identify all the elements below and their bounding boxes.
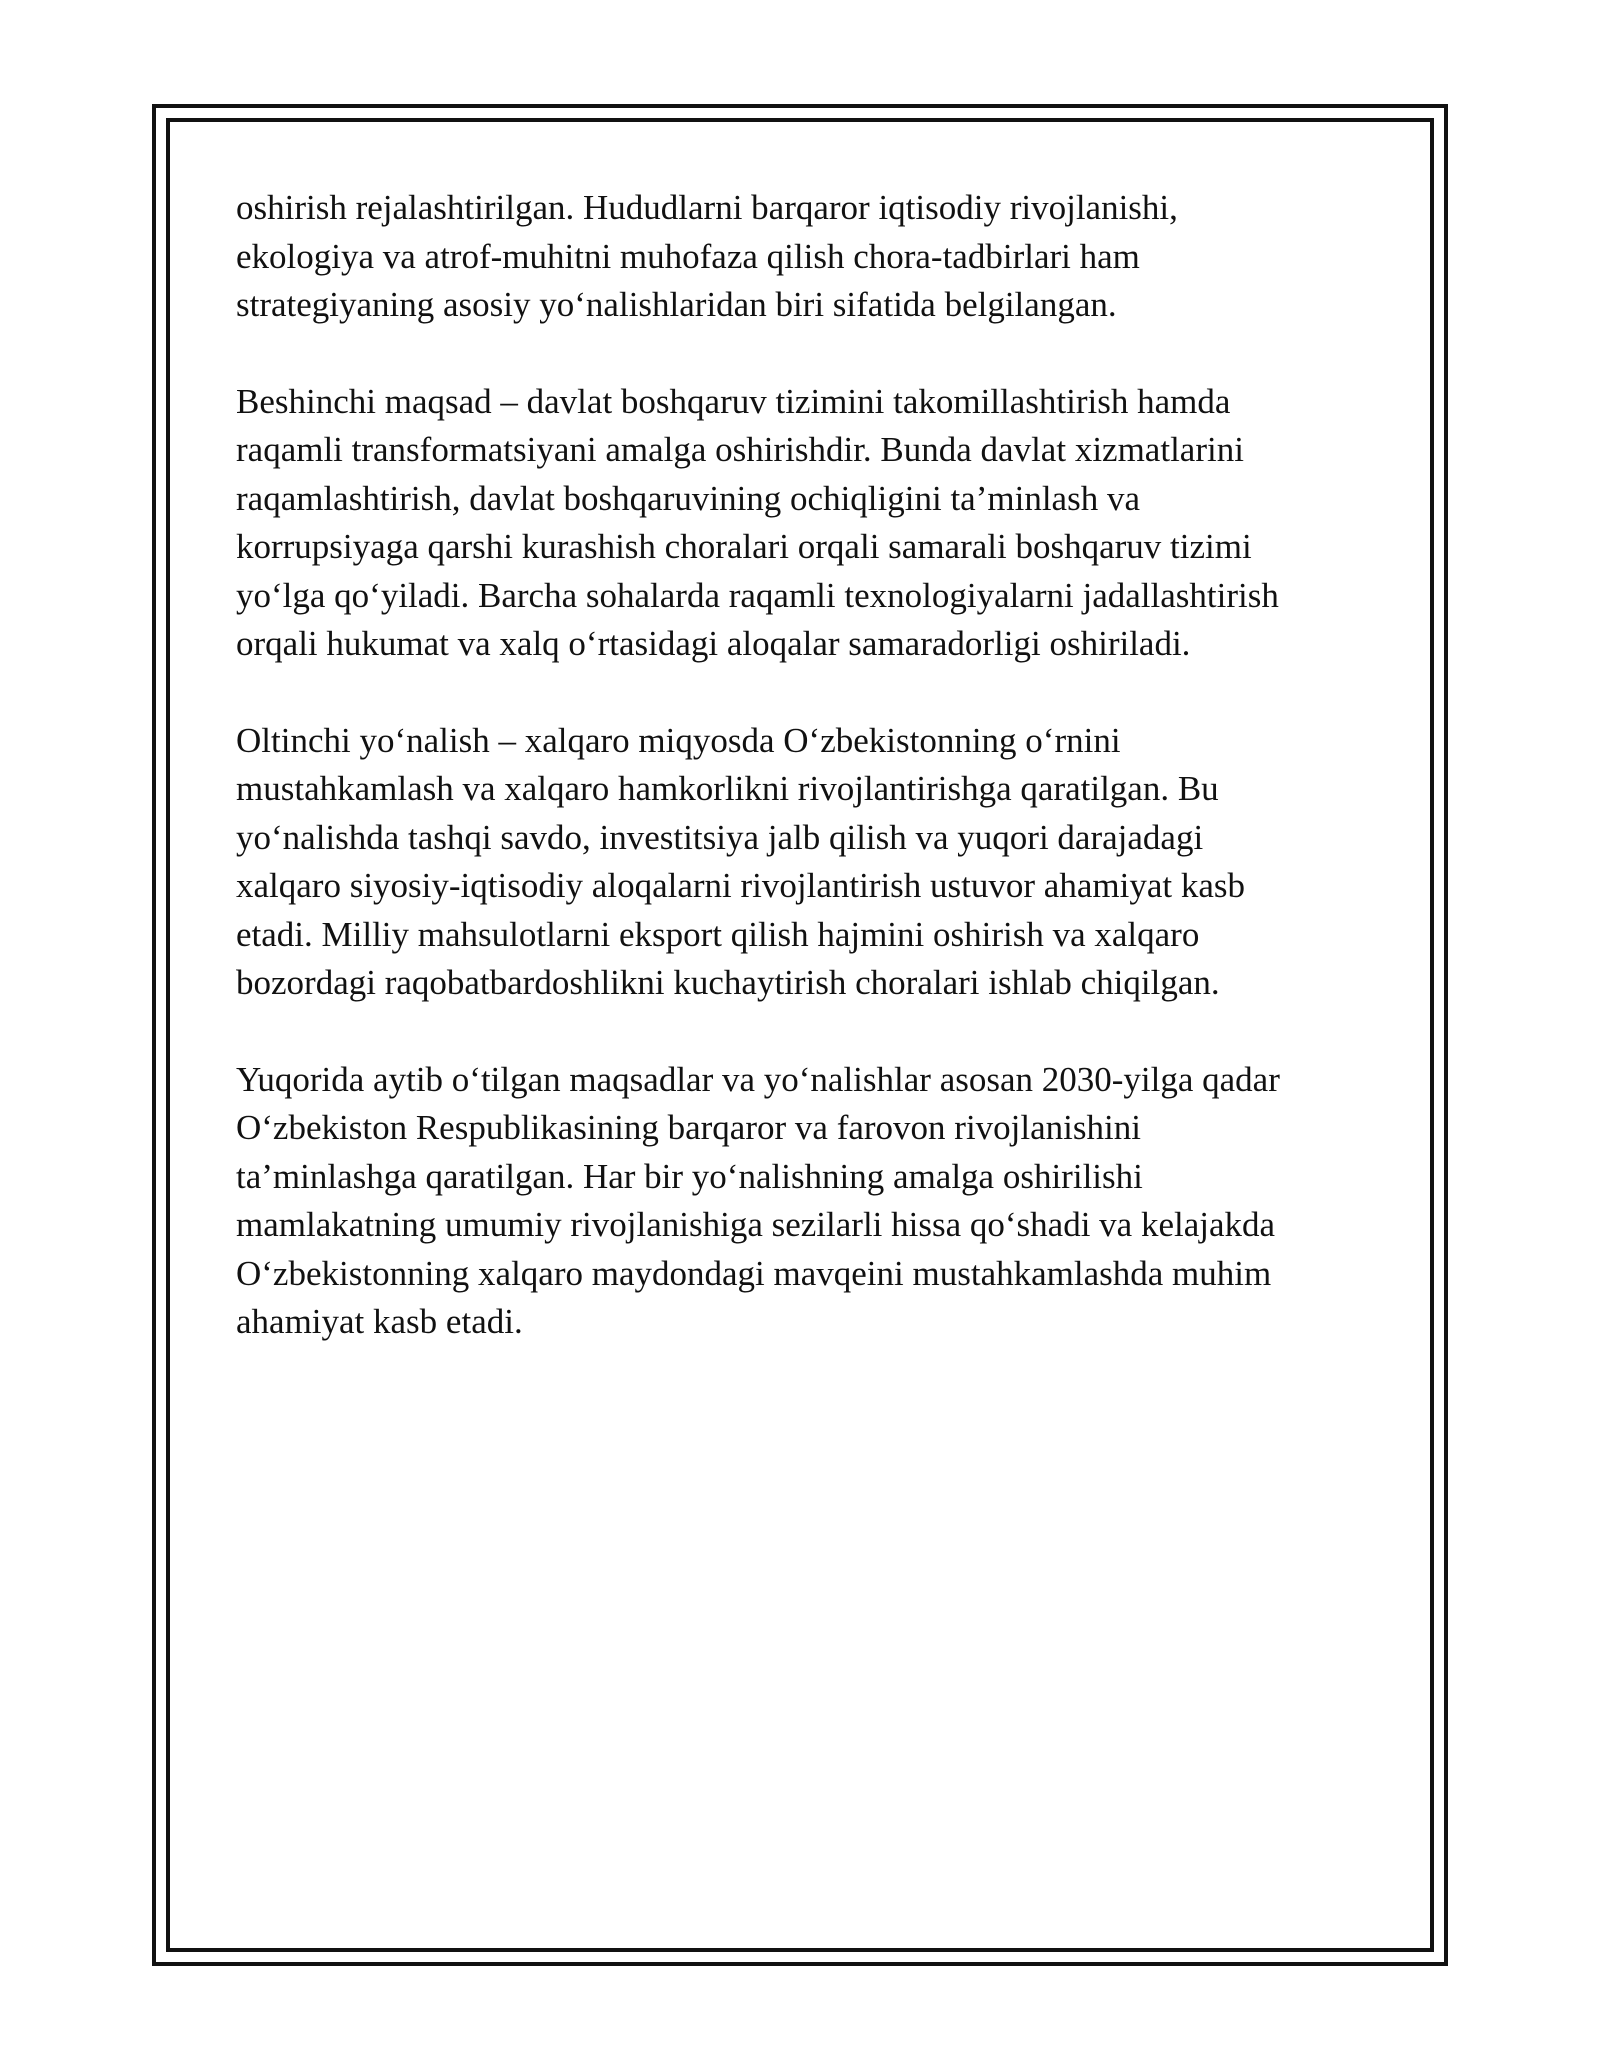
paragraph-1: oshirish rejalashtirilgan. Hududlarni barqaror iqtisodiy rivojlanishi, ekologiya va atrof-muhitni muhofaza qilish chora-tadbirlari ham strategiyaning asosiy yo‘nalishlaridan biri sifatida belgilangan. [236, 188, 1178, 324]
paragraph-3: Oltinchi yo‘nalish – xalqaro miqyosda O‘zbekistonning o‘rnini mustahkamlash va xalqaro hamkorlikni rivojlantirishga qaratilgan. Bu yo‘nalishda tashqi savdo, investitsiya jalb qilish va yuqori darajadagi xalqaro siyosiy-iqtisodiy aloqalarni rivojlantirish ustuvor ahamiyat kasb etadi. Milliy mahsulotlarni eksport qilish hajmini oshirish va xalqaro bozordagi raqobatbardoshlikni kuchaytirish choralari ishlab chiqilgan. [236, 720, 1245, 1002]
paragraph-2: Beshinchi maqsad – davlat boshqaruv tizimini takomillashtirish hamda raqamli transformatsiyani amalga oshirishdir. Bunda davlat xizmatlarini raqamlashtirish, davlat boshqaruvining ochiqligini ta’minlash va korrupsiyaga qarshi kurashish choralari orqali samarali boshqaruv tizimi yo‘lga qo‘yiladi. Barcha sohalarda raqamli texnologiyalarni jadallashtirish orqali hukumat va xalq o‘rtasidagi aloqalar samaradorligi oshiriladi. [236, 381, 1279, 663]
paragraph-4: Yuqorida aytib o‘tilgan maqsadlar va yo‘nalishlar asosan 2030-yilga qadar O‘zbekiston Respublikasining barqaror va farovon rivojlanishini ta’minlashga qaratilgan. Har bir yo‘nalishning amalga oshirilishi mamlakatning umumiy rivojlanishiga sezilarli hissa qo‘shadi va kelajakda O‘zbekistonning xalqaro maydondagi mavqeini mustahkamlashda muhim ahamiyat kasb etadi. [236, 1059, 1280, 1341]
document-body [236, 184, 1366, 1395]
